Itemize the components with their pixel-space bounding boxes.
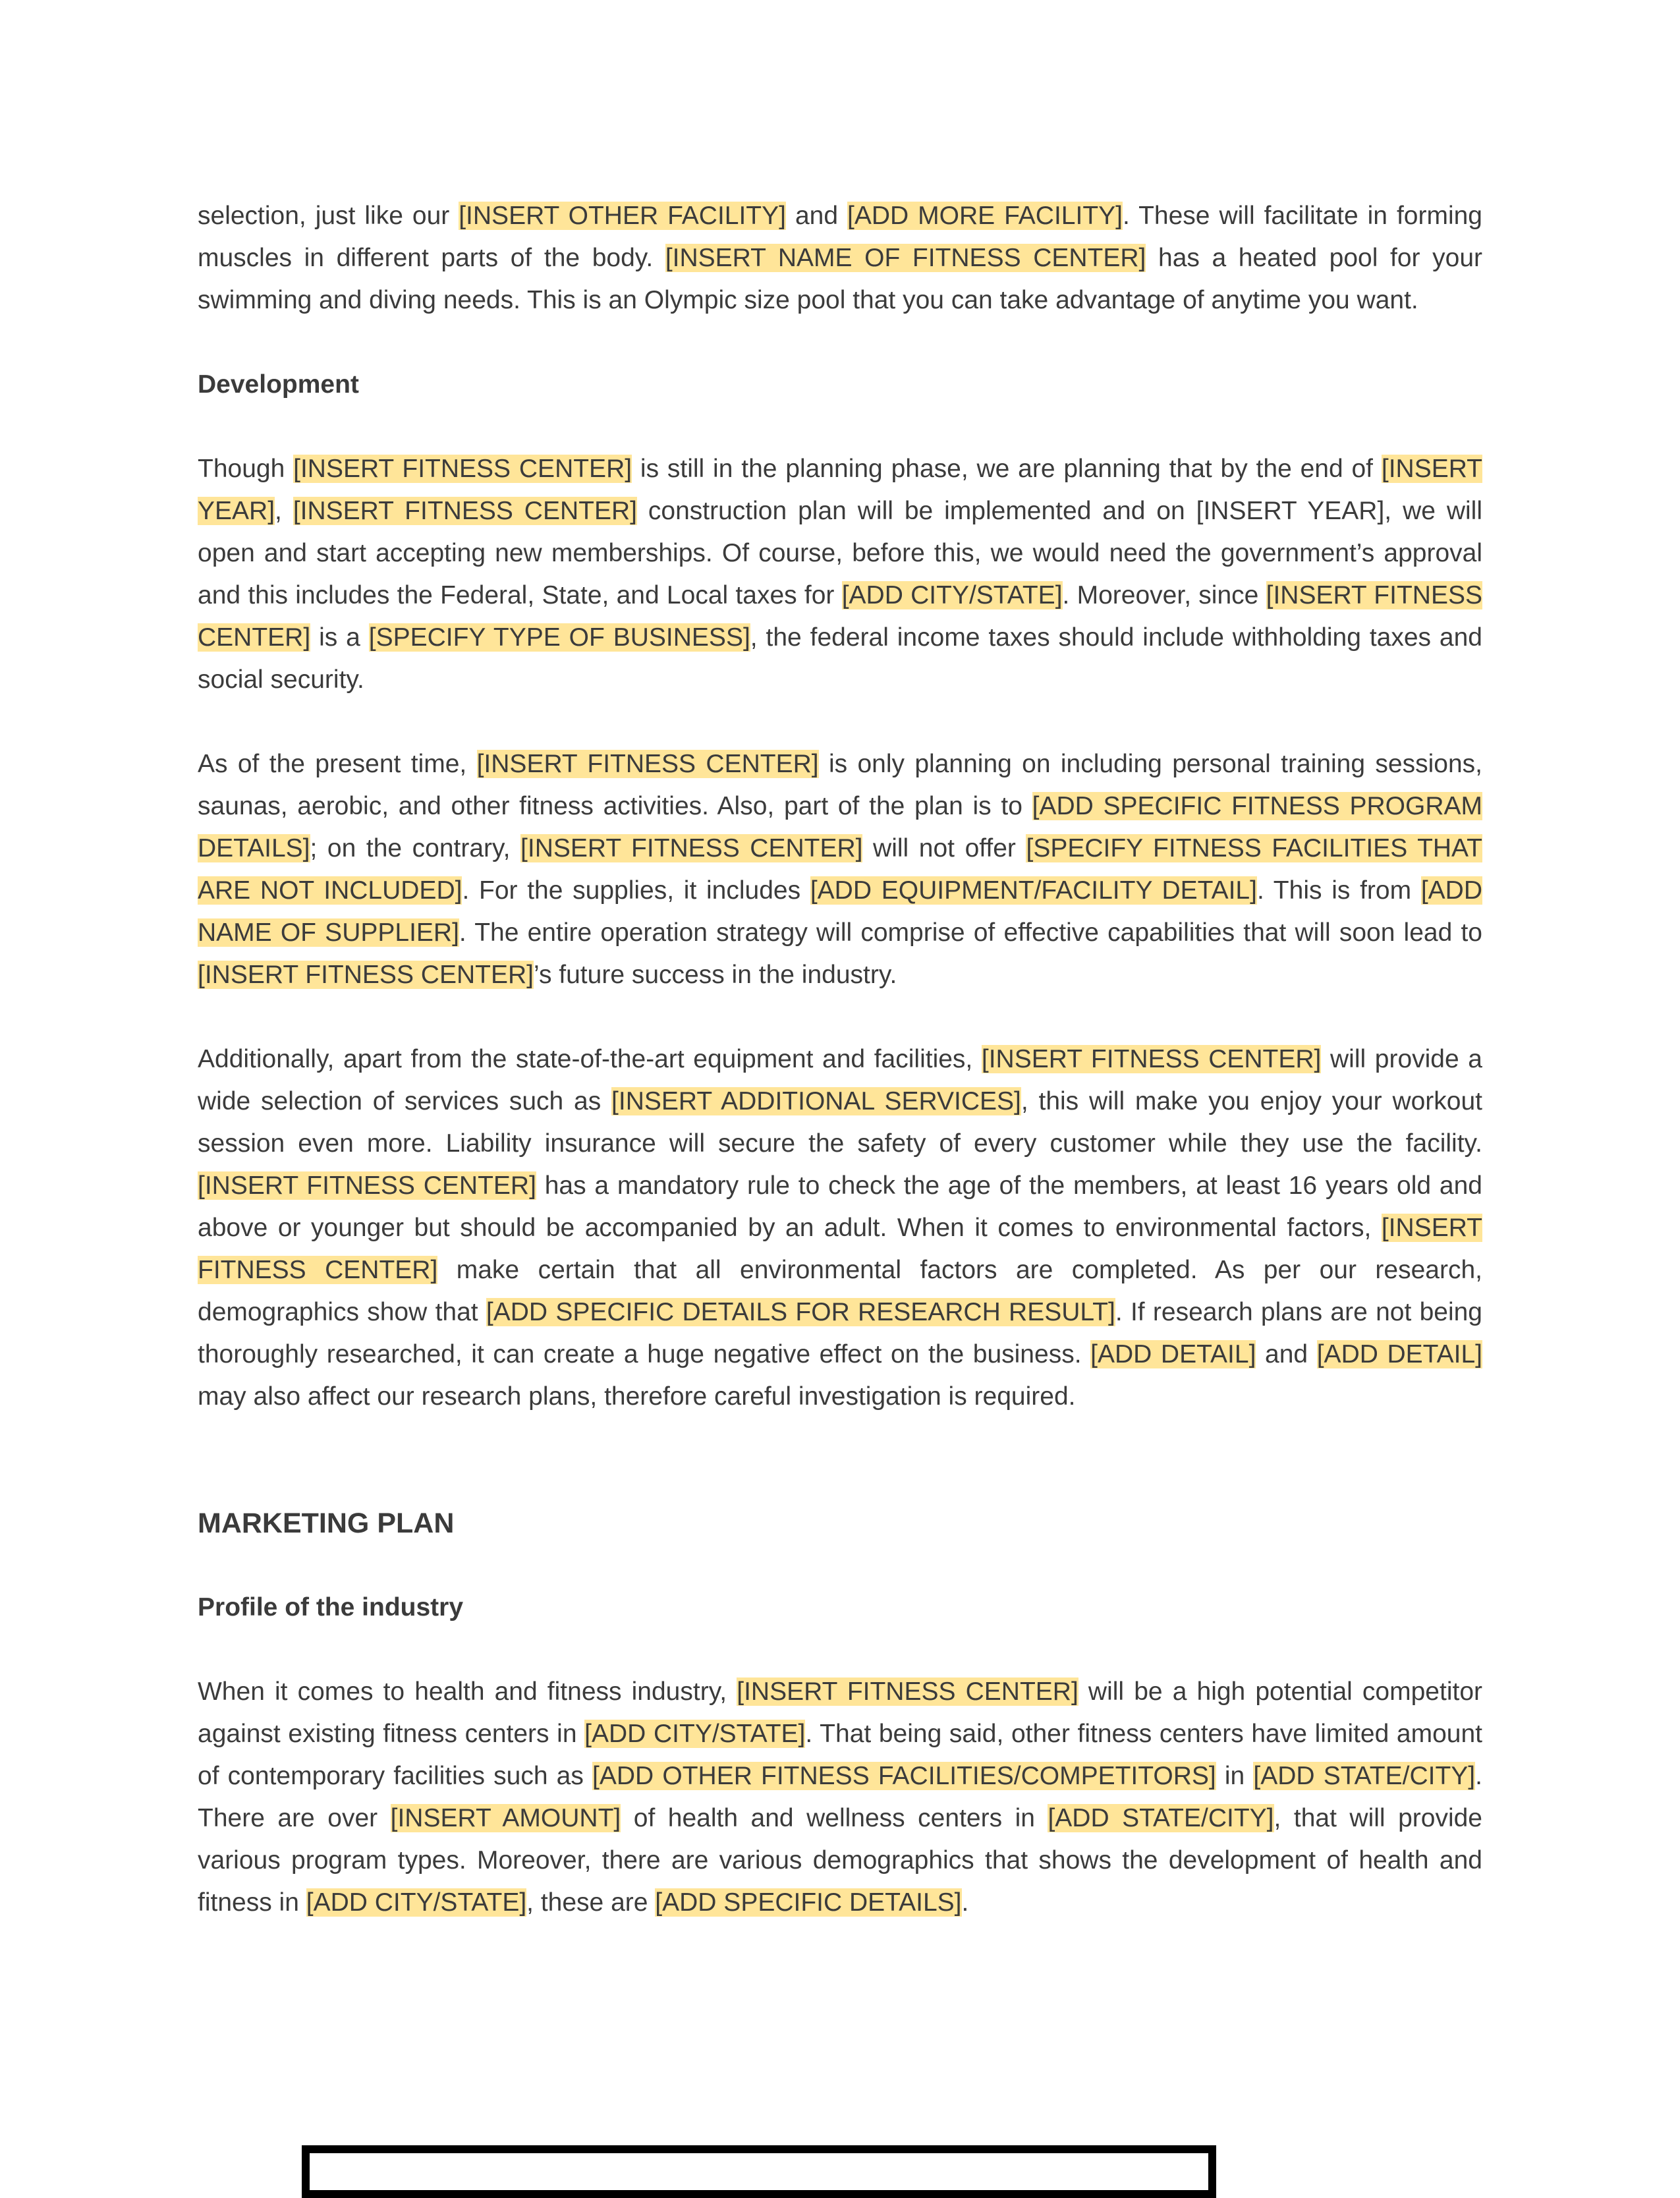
- placeholder-highlight: [ADD CITY/STATE]: [584, 1720, 806, 1748]
- text-run: . The entire operation strategy will comprise of effective capabilities that will soon lead to: [459, 918, 1482, 947]
- text-run: As of the present time,: [198, 750, 477, 778]
- placeholder-highlight: [ADD CITY/STATE]: [306, 1888, 527, 1917]
- text-run: . That being said, other fitness centers have limited amount of contemporary facilities such as: [198, 1720, 1483, 1790]
- text-run: construction plan will be implemented and on [INSERT YEAR], we will open and start accepting new memberships. Of course, before this, we would need the government’s approval and this includes the Federal, State, and Local taxes for: [198, 497, 1482, 609]
- text-run: , the federal income taxes should include withholding taxes and social security.: [198, 623, 1482, 694]
- placeholder-highlight: [ADD STATE/CITY]: [1048, 1804, 1274, 1832]
- text-run: make certain that all environmental factors are completed. As per our research, demographics show that: [198, 1256, 1482, 1326]
- placeholder-highlight: [INSERT FITNESS CENTER]: [198, 961, 534, 989]
- placeholder-highlight: [ADD DETAIL]: [1090, 1340, 1256, 1368]
- text-run: . This is from: [1256, 876, 1421, 905]
- placeholder-highlight: [INSERT FITNESS CENTER]: [520, 834, 863, 862]
- text-run: .: [961, 1888, 969, 1917]
- document-page: [198, 195, 1482, 1924]
- placeholder-highlight: [INSERT FITNESS CENTER]: [198, 581, 1482, 652]
- placeholder-highlight: [ADD SPECIFIC DETAILS FOR RESEARCH RESULT]: [486, 1298, 1115, 1326]
- text-run: , these are: [526, 1888, 656, 1917]
- text-run: ; on the contrary,: [310, 834, 521, 862]
- placeholder-highlight: [INSERT FITNESS CENTER]: [476, 750, 819, 778]
- text-run: . For the supplies, it includes: [462, 876, 810, 905]
- text-run: may also affect our research plans, therefore careful investigation is required.: [198, 1382, 1076, 1411]
- placeholder-highlight: [ADD NAME OF SUPPLIER]: [198, 876, 1482, 947]
- placeholder-highlight: [ADD SPECIFIC DETAILS]: [655, 1888, 962, 1917]
- text-run: . If research plans are not being thoroughly researched, it can create a huge negative effect on the business.: [198, 1298, 1482, 1368]
- heading-development: Development: [198, 370, 359, 399]
- text-run: in: [1216, 1762, 1254, 1790]
- text-run: is still in the planning phase, we are planning that by the end of: [632, 455, 1382, 483]
- placeholder-highlight: [INSERT FITNESS CENTER]: [981, 1045, 1322, 1073]
- placeholder-highlight: [INSERT FITNESS CENTER]: [293, 497, 637, 525]
- placeholder-highlight: [ADD OTHER FITNESS FACILITIES/COMPETITORS]: [592, 1762, 1216, 1790]
- text-run: . There are over: [198, 1762, 1482, 1832]
- text-run: Though: [198, 455, 294, 483]
- placeholder-highlight: [ADD MORE FACILITY]: [847, 202, 1123, 230]
- placeholder-highlight: [ADD SPECIFIC FITNESS PROGRAM DETAILS]: [198, 792, 1482, 862]
- text-run: and: [785, 202, 847, 230]
- placeholder-highlight: [INSERT NAME OF FITNESS CENTER]: [665, 244, 1146, 272]
- text-run: . These will facilitate in forming muscles in different parts of the body.: [198, 202, 1482, 272]
- placeholder-highlight: [ADD EQUIPMENT/FACILITY DETAIL]: [810, 876, 1257, 905]
- placeholder-highlight: [INSERT YEAR]: [198, 455, 1483, 525]
- text-run: Additionally, apart from the state-of-the-art equipment and facilities,: [198, 1045, 982, 1073]
- placeholder-highlight: [INSERT FITNESS CENTER]: [198, 1171, 536, 1200]
- paragraph-development: [198, 448, 1482, 701]
- bordered-box: [302, 2145, 1216, 2198]
- paragraph-facilities: [198, 195, 1482, 322]
- paragraph-present-plans: [198, 743, 1482, 996]
- placeholder-highlight: [SPECIFY TYPE OF BUSINESS]: [368, 623, 750, 652]
- text-run: will provide a wide selection of services such as: [198, 1045, 1482, 1115]
- placeholder-highlight: [INSERT FITNESS CENTER]: [198, 1214, 1482, 1284]
- text-run: , this will make you enjoy your workout session even more. Liability insurance will secure the safety of every customer while they use the facility.: [198, 1087, 1482, 1158]
- placeholder-highlight: [INSERT AMOUNT]: [390, 1804, 621, 1832]
- text-run: ,: [275, 497, 293, 525]
- text-run: will be a high potential competitor against existing fitness centers in: [198, 1677, 1483, 1748]
- text-run: ’s future success in the industry.: [533, 961, 897, 989]
- text-run: has a heated pool for your swimming and diving needs. This is an Olympic size pool that you can take advantage of anytime you want.: [198, 244, 1483, 314]
- placeholder-highlight: [SPECIFY FITNESS FACILITIES THAT ARE NOT INCLUDED]: [198, 834, 1482, 905]
- text-run: is a: [310, 623, 369, 652]
- text-run: has a mandatory rule to check the age of the members, at least 16 years old and above or younger but should be accompanied by an adult. When it comes to environmental factors,: [198, 1171, 1482, 1242]
- placeholder-highlight: [INSERT FITNESS CENTER]: [737, 1677, 1078, 1706]
- placeholder-highlight: [ADD STATE/CITY]: [1253, 1762, 1476, 1790]
- text-run: When it comes to health and fitness industry,: [198, 1677, 737, 1706]
- placeholder-highlight: [INSERT ADDITIONAL SERVICES]: [611, 1087, 1021, 1115]
- placeholder-highlight: [ADD CITY/STATE]: [841, 581, 1063, 609]
- heading-profile-industry: Profile of the industry: [198, 1593, 464, 1621]
- text-run: of health and wellness centers in: [621, 1804, 1048, 1832]
- text-run: , that will provide various program types. Moreover, there are various demographics that shows the development of health and fitness in: [198, 1804, 1482, 1917]
- text-run: will not offer: [862, 834, 1026, 862]
- placeholder-highlight: [INSERT OTHER FACILITY]: [459, 202, 786, 230]
- text-run: . Moreover, since: [1062, 581, 1266, 609]
- text-run: selection, just like our: [198, 202, 459, 230]
- heading-marketing-plan: MARKETING PLAN: [198, 1508, 455, 1539]
- paragraph-industry-profile: [198, 1671, 1482, 1924]
- text-run: is only planning on including personal training sessions, saunas, aerobic, and other fitness activities. Also, part of the plan is to: [198, 750, 1482, 820]
- paragraph-additional-services: [198, 1038, 1482, 1418]
- placeholder-highlight: [INSERT FITNESS CENTER]: [293, 455, 632, 483]
- text-run: and: [1256, 1340, 1317, 1368]
- placeholder-highlight: [ADD DETAIL]: [1316, 1340, 1482, 1368]
